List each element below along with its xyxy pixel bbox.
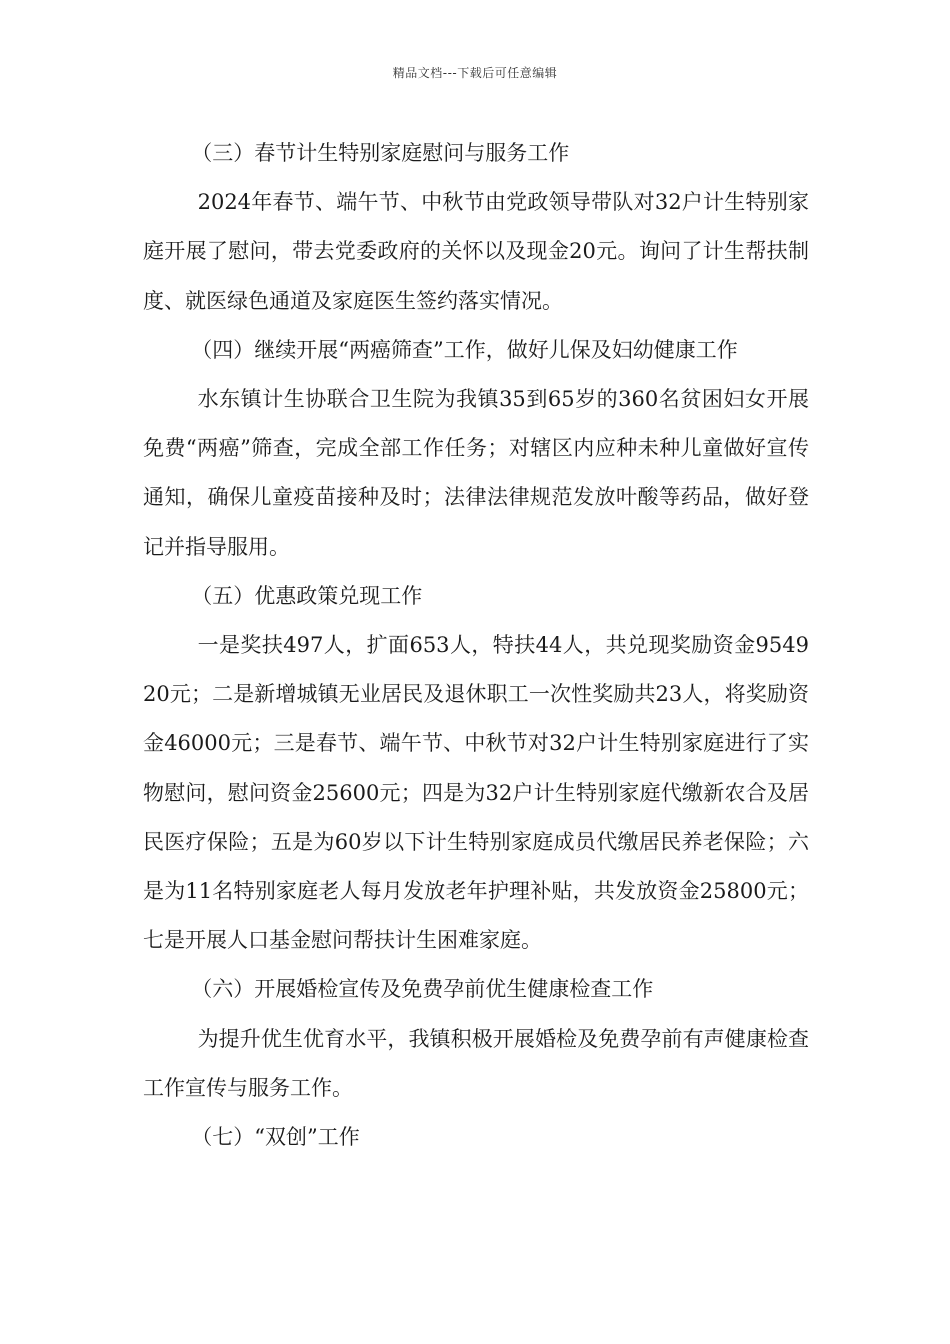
page-header: 精品文档---下载后可任意编辑 (392, 66, 558, 80)
document-body (143, 129, 809, 1162)
section-5-title: （五）优惠政策兑现工作 (191, 583, 423, 608)
section-4-body: 水东镇计生协联合卫生院为我镇35到65岁的360名贫困妇女开展免费“两癌”筛查，完成全部工作任务；对辖区内应种未种儿童做好宣传通知，确保儿童疫苗接种及时；法律法律规范发放叶酸等药品，做好登记并指导服用。 (143, 387, 809, 559)
section-6-body: 为提升优生优育水平，我镇积极开展婚检及免费孕前有声健康检查工作宣传与服务工作。 (143, 1026, 809, 1100)
section-7-title: （七）“双创”工作 (191, 1125, 360, 1150)
section-3-body: 2024年春节、端午节、中秋节由党政领导带队对32户计生特别家庭开展了慰问，带去党委政府的关怀以及现金20元。询问了计生帮扶制度、就医绿色通道及家庭医生签约落实情况。 (143, 190, 809, 313)
section-3-title: （三）春节计生特别家庭慰问与服务工作 (191, 141, 570, 165)
section-4-title: （四）继续开展“两癌筛查”工作，做好儿保及妇幼健康工作 (191, 337, 738, 362)
section-5-body: 一是奖扶497人，扩面653人，特扶44人，共兑现奖励资金954920元；二是新增城镇无业居民及退休职工一次性奖励共23人，将奖励资金46000元；三是春节、端午节、中秋节对32户计生特别家庭进行了实物慰问，慰问资金25600元；四是为32户计生特别家庭代缴新农合及居民医疗保险；五是为60岁以下计生特别家庭成员代缴居民养老保险；六是为11名特别家庭老人每月发放老年护理补贴，共发放资金25800元；七是开展人口基金慰问帮扶计生困难家庭。 (143, 633, 809, 953)
section-6-title: （六）开展婚检宣传及免费孕前优生健康检查工作 (191, 977, 654, 1002)
